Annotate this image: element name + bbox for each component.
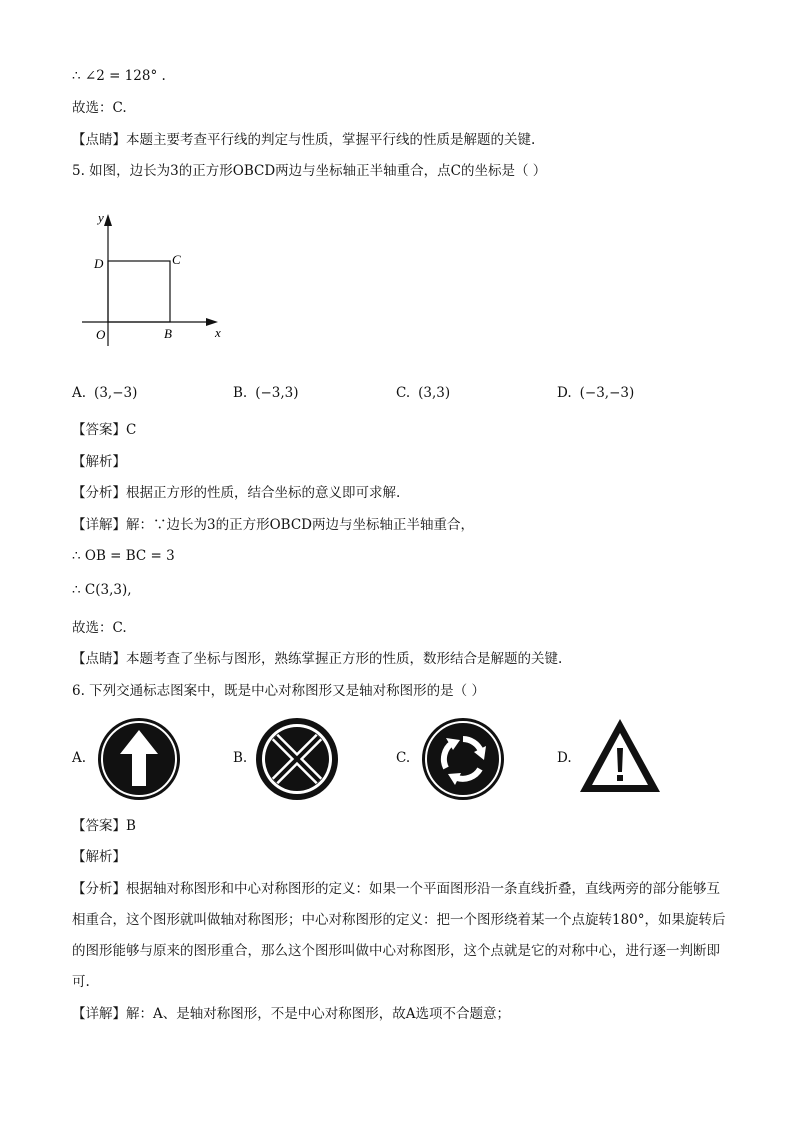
answer-5: 【答案】C: [72, 422, 137, 438]
comment-5: 【点睛】本题考查了坐标与图形，熟练掌握正方形的性质，数形结合是解题的关键.: [72, 651, 563, 667]
detail-5-step1: ∴ OB = BC = 3: [72, 548, 175, 564]
point-o-label: O: [96, 327, 106, 342]
comment-line: 【点睛】本题主要考查平行线的判定与性质，掌握平行线的性质是解题的关键.: [72, 132, 536, 148]
q6-option-c-letter: C.: [396, 750, 411, 766]
analysis-heading-5: 【解析】: [72, 454, 126, 470]
straight-ahead-arrow-icon: [96, 716, 182, 802]
y-axis-label: y: [98, 210, 104, 225]
q5-option-c: [396, 383, 450, 403]
question-5-stem: 5. 如图，边长为3的正方形OBCD两边与坐标轴正半轴重合，点C的坐标是（ ）: [72, 163, 547, 179]
option-letter: B.: [233, 385, 248, 401]
roundabout-icon: [420, 716, 506, 802]
option-value: (3,−3): [94, 385, 138, 401]
q6-option-d-letter: D.: [557, 750, 572, 766]
q6-option-b-letter: B.: [233, 750, 248, 766]
choice-line: 故选：C.: [72, 100, 127, 116]
detail-5: 【详解】解：∵边长为3的正方形OBCD两边与坐标轴正半轴重合，: [72, 517, 474, 533]
detail-5-step2: ∴ C(3,3),: [72, 582, 132, 598]
no-stopping-cross-icon: [254, 716, 340, 802]
option-value: (−3,3): [255, 385, 299, 401]
option-letter: D.: [557, 385, 572, 401]
conclusion-angle: ∴ ∠2 = 128° .: [72, 68, 166, 84]
choice-5: 故选：C.: [72, 620, 127, 636]
question-6-stem: 6. 下列交通标志图案中，既是中心对称图形又是轴对称图形的是（ ）: [72, 683, 485, 699]
point-c-label: C: [172, 252, 181, 267]
option-letter: C.: [396, 385, 411, 401]
point-b-label: B: [164, 326, 172, 341]
x-axis-label: x: [215, 325, 221, 340]
option-value: (−3,−3): [579, 385, 635, 401]
analysis-6: 【分析】根据轴对称图形和中心对称图形的定义：如果一个平面图形沿一条直线折叠，直线两旁的部分能够互相重合，这个图形就叫做轴对称图形；中心对称图形的定义：把一个图形绕着某一个点旋转180°，如果旋转后的图形能够与原来的图形重合，那么这个图形叫做中心对称图形，这个点就是它的对称中心，进行逐一判断即可.: [72, 881, 726, 990]
answer-6: 【答案】B: [72, 818, 136, 834]
warning-exclamation-icon: [578, 716, 662, 796]
square-obcd: [108, 261, 170, 322]
q6-option-a-letter: A.: [72, 750, 87, 766]
q5-option-d: [557, 383, 634, 403]
q5-option-b: [233, 383, 299, 403]
option-value: (3,3): [418, 385, 451, 401]
y-axis-arrow-icon: [104, 214, 112, 226]
option-letter: A.: [72, 385, 87, 401]
detail-6: 【详解】解：A、是轴对称图形，不是中心对称图形，故A选项不合题意；: [72, 1006, 510, 1022]
coordinate-square-figure: [78, 206, 228, 346]
q5-option-a: [72, 383, 137, 403]
point-d-label: D: [94, 256, 104, 271]
analysis-5: 【分析】根据正方形的性质，结合坐标的意义即可求解.: [72, 485, 401, 501]
analysis-heading-6: 【解析】: [72, 849, 126, 865]
